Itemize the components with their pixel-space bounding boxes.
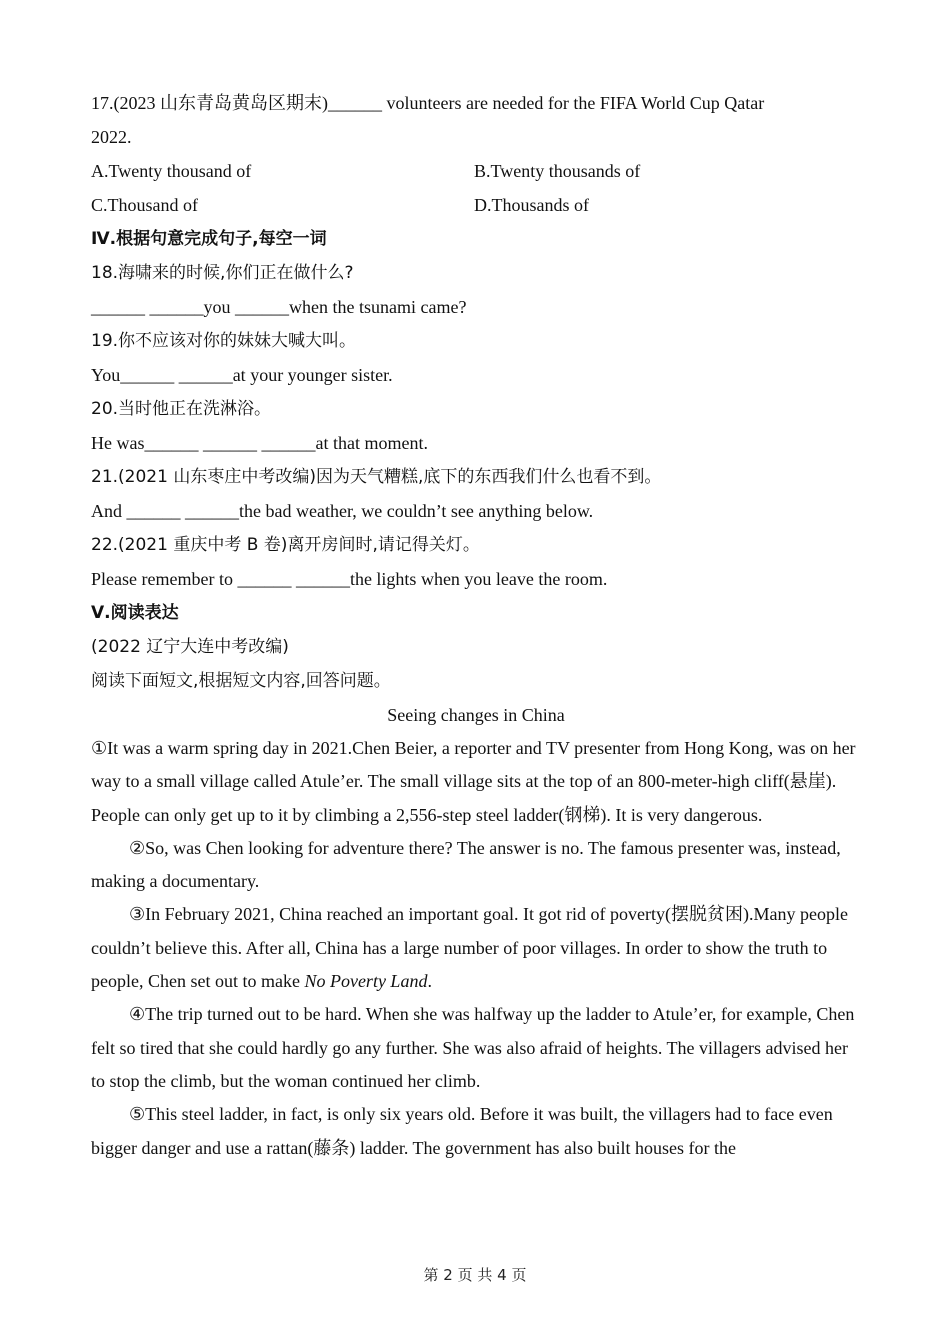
q22-chinese: 22.(2021 重庆中考 B 卷)离开房间时,请记得关灯。 bbox=[91, 535, 480, 555]
page-footer: 第 2 页 共 4 页 bbox=[423, 1266, 527, 1284]
option-c: C.Thousand of bbox=[91, 195, 198, 215]
section5-source: (2022 辽宁大连中考改编) bbox=[91, 637, 289, 657]
passage-paragraph-1: ①It was a warm spring day in 2021.Chen Beier, a reporter and TV presenter from Hong Kong, was on her way to a small village called Atule’er. The small village sits at the top of an 800-meter-high cliff(悬崖). People can only get up to it by climbing a 2,556-step steel ladder(钢梯). It is very dangerous. bbox=[91, 738, 856, 825]
q20-english: He was______ ______ ______at that moment. bbox=[91, 433, 428, 453]
option-b: B.Twenty thousands of bbox=[474, 161, 641, 181]
passage-paragraph-5: ⑤This steel ladder, in fact, is only six years old. Before it was built, the villagers had to face even bigger danger and use a rattan(藤条) ladder. The government has also built houses for the bbox=[91, 1104, 833, 1158]
q18-english: ______ ______you ______when the tsunami came? bbox=[91, 297, 467, 317]
section5-heading: Ⅴ.阅读表达 bbox=[91, 603, 179, 623]
section4-heading: Ⅳ.根据句意完成句子,每空一词 bbox=[91, 229, 327, 249]
section5-instruction: 阅读下面短文,根据短文内容,回答问题。 bbox=[91, 671, 391, 691]
q17-stem-line2: 2022. bbox=[91, 127, 132, 147]
q21-chinese: 21.(2021 山东枣庄中考改编)因为天气糟糕,底下的东西我们什么也看不到。 bbox=[91, 467, 662, 487]
option-a: A.Twenty thousand of bbox=[91, 161, 252, 181]
passage-paragraph-4: ④The trip turned out to be hard. When she was halfway up the ladder to Atule’er, for example, Chen felt so tired that she could hardly go any further. She was also afraid of heights. The villagers advised her to stop the climb, but the woman continued her climb. bbox=[91, 1004, 855, 1091]
passage-paragraph-3 bbox=[91, 898, 861, 998]
passage-paragraph-2: ②So, was Chen looking for adventure there? The answer is no. The famous presenter was, instead, making a documentary. bbox=[91, 837, 841, 892]
q22-english: Please remember to ______ ______the lights when you leave the room. bbox=[91, 569, 608, 589]
paragraph-3-text: ③In February 2021, China reached an important goal. It got rid of poverty(摆脱贫困).Many people couldn’t believe this. After all, China has a large number of poor villages. In order to show the truth to people, Chen set out to make bbox=[91, 904, 848, 992]
q20-chinese: 20.当时他正在洗淋浴。 bbox=[91, 399, 272, 419]
q17-options-row1 bbox=[91, 154, 861, 188]
paragraph-3-end: . bbox=[427, 971, 432, 992]
q17-options-row2 bbox=[91, 188, 861, 222]
option-d: D.Thousands of bbox=[474, 195, 589, 215]
q19-chinese: 19.你不应该对你的妹妹大喊大叫。 bbox=[91, 331, 357, 351]
q19-english: You______ ______at your younger sister. bbox=[91, 365, 393, 385]
passage-title: Seeing changes in China bbox=[387, 705, 565, 725]
q18-chinese: 18.海啸来的时候,你们正在做什么? bbox=[91, 263, 354, 283]
documentary-title: No Poverty Land bbox=[304, 971, 428, 992]
q17-stem-line1: 17.(2023 山东青岛黄岛区期末)______ volunteers are needed for the FIFA World Cup Qatar bbox=[91, 93, 765, 113]
q21-english: And ______ ______the bad weather, we couldn’t see anything below. bbox=[91, 501, 594, 521]
page-content bbox=[91, 86, 861, 1165]
